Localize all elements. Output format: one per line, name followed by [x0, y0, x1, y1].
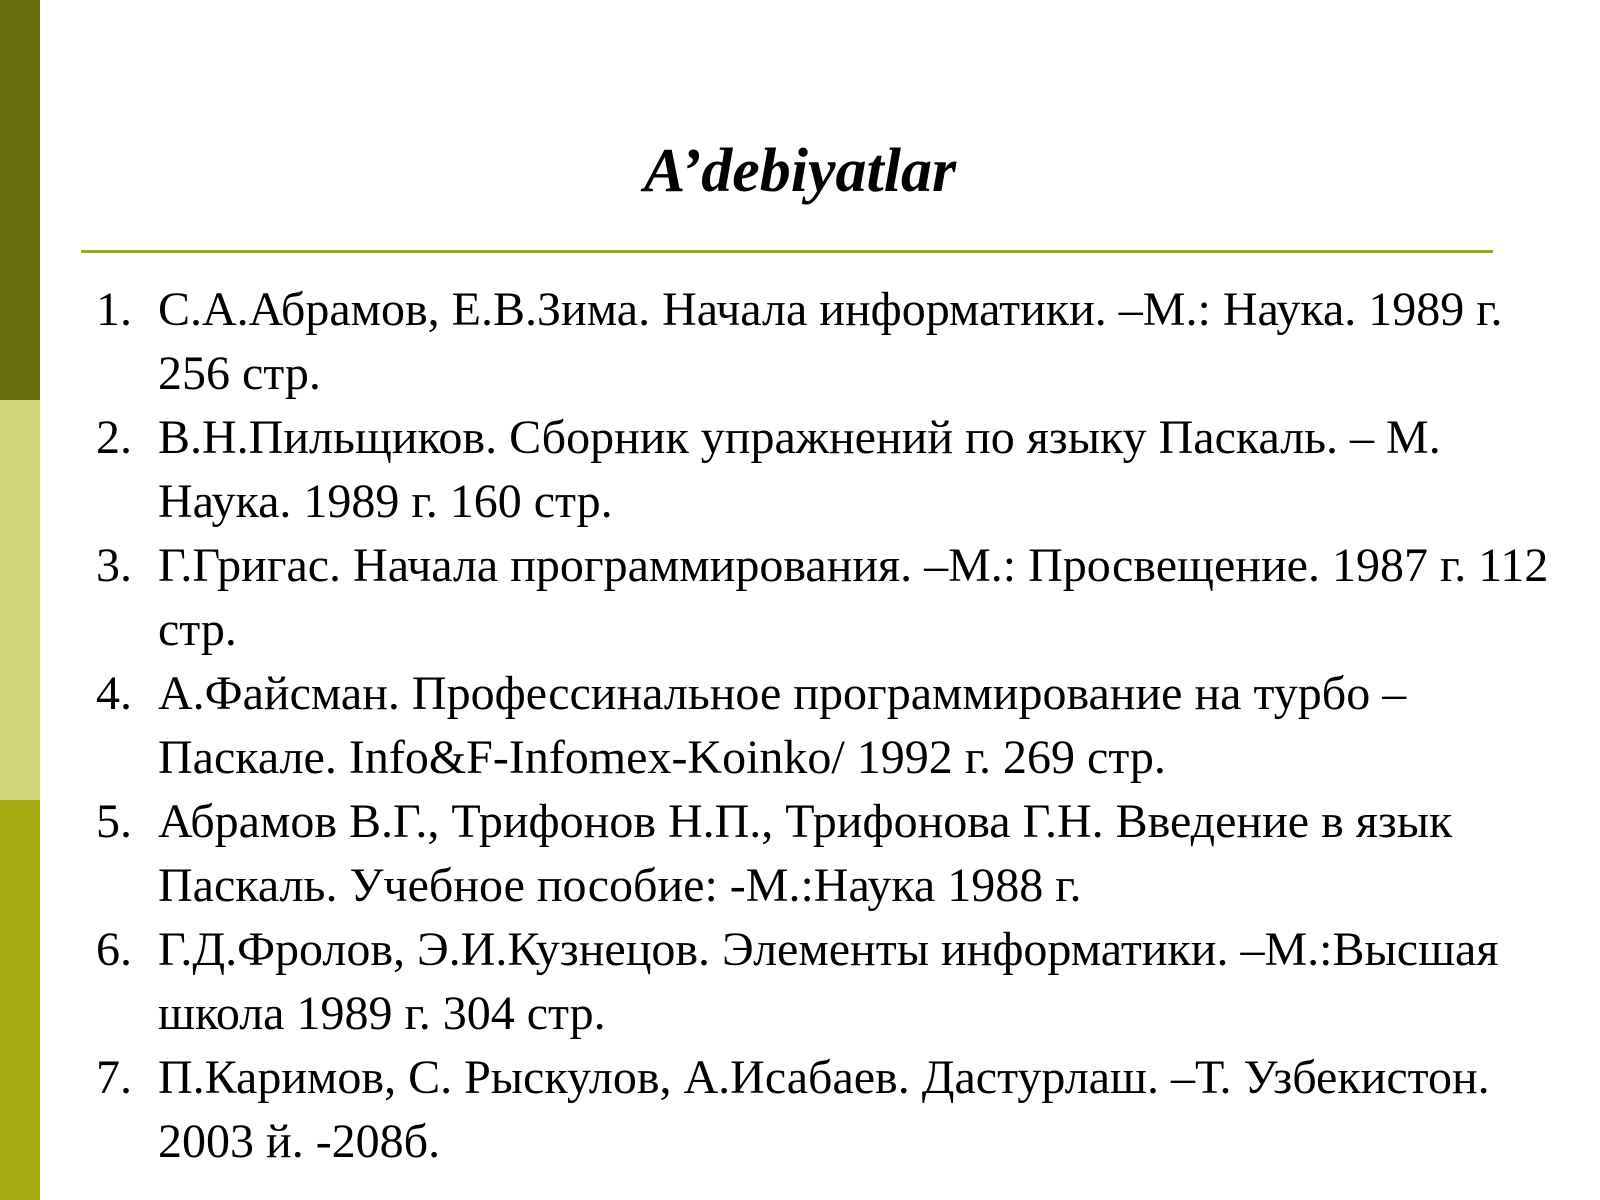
reference-item-5	[96, 790, 1556, 918]
reference-item-4	[96, 662, 1556, 790]
title-divider	[81, 250, 1493, 253]
sidebar-segment-bottom	[0, 800, 40, 1200]
reference-text: С.А.Абрамов, Е.В.Зима. Начала информатики. –М.: Наука. 1989 г. 256 стр.	[158, 283, 1503, 400]
reference-number: 6.	[96, 923, 132, 976]
reference-number: 7.	[96, 1051, 132, 1104]
reference-text: П.Каримов, С. Рыскулов, А.Исабаев. Дастурлаш. –Т. Узбекистон. 2003 й. -208б.	[158, 1051, 1490, 1168]
reference-text: Г.Д.Фролов, Э.И.Кузнецов. Элементы информатики. –М.:Высшая школа 1989 г. 304 стр.	[158, 923, 1499, 1040]
reference-number: 2.	[96, 411, 132, 464]
reference-item-1	[96, 278, 1556, 406]
reference-text: Г.Григас. Начала программирования. –М.: Просвещение. 1987 г. 112 стр.	[158, 539, 1549, 656]
slide-title: A’debiyatlar	[643, 137, 957, 205]
reference-text: В.Н.Пильщиков. Сборник упражнений по языку Паскаль. – М. Наука. 1989 г. 160 стр.	[158, 411, 1441, 528]
sidebar-segment-middle	[0, 400, 40, 800]
reference-text: А.Файсман. Профессинальное программирование на турбо – Паскале. Info&F-Infomex-Koinko/ 1992 г. 269 стр.	[158, 667, 1407, 784]
reference-item-7	[96, 1046, 1556, 1174]
reference-text: Абрамов В.Г., Трифонов Н.П., Трифонова Г.Н. Введение в язык Паскаль. Учебное пособие: -М.:Наука 1988 г.	[158, 795, 1453, 912]
reference-number: 3.	[96, 539, 132, 592]
reference-number: 5.	[96, 795, 132, 848]
reference-number: 4.	[96, 667, 132, 720]
sidebar-decoration	[0, 0, 40, 1200]
reference-list	[96, 278, 1556, 1174]
reference-item-6	[96, 918, 1556, 1046]
reference-item-2	[96, 406, 1556, 534]
reference-item-3	[96, 534, 1556, 662]
reference-number: 1.	[96, 283, 132, 336]
sidebar-segment-top	[0, 0, 40, 400]
